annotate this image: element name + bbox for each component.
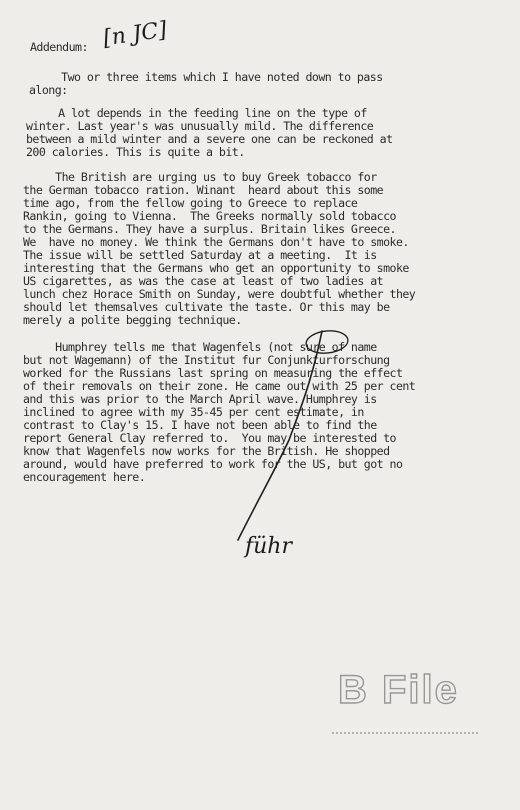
stamp-underline [332,732,478,740]
pointer-line-mark [238,331,322,540]
name-circle-mark [305,329,349,355]
text-line: time ago, from the fellow going to Greece to replace [23,196,358,210]
handwritten-initials: [n JC] [101,17,169,52]
text-line: 200 calories. This is quite a bit. [26,145,245,159]
text-line: We have no money. We think the Germans don't have to smoke. [23,235,409,249]
text-line: should let themsalves cultivate the taste. Or this may be [23,300,390,314]
b-file-stamp: B File [338,668,459,712]
text-line: A lot depends in the feeding line on the type of [26,106,367,120]
text-line: along: [29,83,68,97]
text-line: The issue will be settled Saturday at a meeting. It is [23,248,377,262]
text-line: to the Germans. They have a surplus. Britain likes Greece. [23,222,396,236]
text-line: between a mild winter and a severe one can be reckoned at [26,132,393,146]
text-line: interesting that the Germans who get an opportunity to smoke [23,261,409,275]
text-line: lunch chez Horace Smith on Sunday, were doubtful whether they [23,287,416,301]
text-line: Rankin, going to Vienna. The Greeks normally sold tobacco [23,209,396,223]
handwritten-note: führ [245,534,292,559]
text-line: merely a polite begging technique. [23,313,242,327]
text-line: Humphrey tells me that Wagenfels (not sure of name [23,340,377,354]
text-line: encouragement here. [23,470,146,484]
text-line: of their removals on their zone. He came out with 25 per cent [23,379,416,393]
text-line: US cigarettes, as was the case at least of two ladies at [23,274,384,288]
text-line: The British are urging us to buy Greek tobacco for [23,170,377,184]
text-line: worked for the Russians last spring on measuring the effect [23,366,403,380]
text-line: inclined to agree with my 35-45 per cent estimate, in [23,405,364,419]
text-line: and this was prior to the March April wave. Humphrey is [23,392,377,406]
text-line: know that Wagenfels now works for the British. He shopped [23,444,390,458]
text-line: the German tobacco ration. Winant heard about this some [23,183,384,197]
text-line: report General Clay referred to. You may be interested to [23,431,396,445]
text-line: winter. Last year's was unusually mild. The difference [26,119,374,133]
text-line: contrast to Clay's 15. I have not been able to find the [23,418,377,432]
text-line: but not Wagemann) of the Institut fur Conjunkturforschung [23,353,390,367]
addendum-label: Addendum: [30,40,88,54]
text-line: Two or three items which I have noted down to pass [29,70,383,84]
text-line: around, would have preferred to work for the US, but got no [23,457,403,471]
